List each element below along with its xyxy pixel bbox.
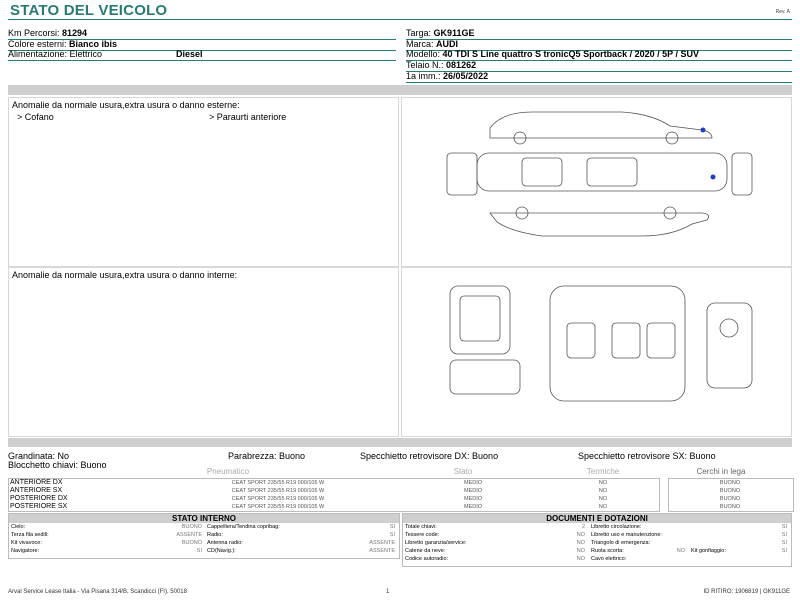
internal-damage-panel [8,267,399,437]
tyre-row-cerchi: BUONO [719,488,741,494]
tyre-row-termiche: NO [598,480,608,486]
tyre-row-model: CEAT SPORT 235/55 R19 000/105 W [231,504,325,510]
documenti-row: Tessere code: NO [405,532,585,538]
tyre-row-cerchi: BUONO [719,496,741,502]
tyre-row-model: CEAT SPORT 235/55 R19 000/105 W [231,480,325,486]
documenti-box [402,513,792,567]
tyres-table [8,467,792,512]
tyre-row-model: CEAT SPORT 235/55 R19 000/105 W [231,488,325,494]
stato-interno-row: Terza fila sedili: ASSENTE [11,532,202,538]
damage-item: > Paraurti anteriore [209,112,287,122]
stato-interno-row: Cappelliera/Tendina copribag: SI [207,524,395,530]
modello-field: Modello: 40 TDI S Line quattro S tronicQ5 Sportback / 2020 / 5P / SUV [406,49,792,61]
tyres-header-cerchi: Cerchi in lega [696,467,746,476]
stato-interno-row: Cielo: BUONO [11,524,202,530]
tyres-header-stato: Stato [453,467,473,476]
grandinata-field: Grandinata: No [8,451,70,461]
car-top-view [477,153,727,191]
car-front-view [732,153,752,195]
page-title: STATO DEL VEICOLO [10,2,168,19]
tyre-row-pos: POSTERIORE SX [10,503,68,510]
dashboard-view [707,303,752,388]
external-damage-panel [8,97,399,267]
internal-damage-heading: Anomalie da normale usura,extra usura o danno interne: [12,270,238,280]
parabrezza-field: Parabrezza: Buono [228,451,306,461]
documenti-row: Codice autoradio: NO [405,556,585,562]
tyre-row-cerchi: BUONO [719,504,741,510]
footer-ritiro: ID RITIRO: 1906819 | GK911GE [703,589,790,595]
car-rear-view [447,153,477,195]
car-side-view-bottom [490,213,709,236]
telaio-field: Telaio N.: 081262 [406,60,792,72]
documenti-title: DOCUMENTI E DOTAZIONI [403,514,791,523]
exterior-diagram-panel [401,97,792,267]
tyre-row-termiche: NO [598,504,608,510]
immatricolazione-field: 1a imm.: 26/05/2022 [406,71,792,83]
stato-interno-box [8,513,400,559]
header-rule [8,19,792,20]
stato-interno-row: Navigatore: SI [11,548,202,554]
tyre-row-termiche: NO [598,488,608,494]
stato-interno-row: Antenna radio: ASSENTE [207,540,395,546]
footer-company: Arval Service Lease Italia - Via Pisana 314/B, Scandicci (FI), 50018 [8,589,187,595]
documenti-row: Catene da neve: NO [405,548,585,554]
documenti-row: Ruota scorta: NO [591,548,685,554]
documenti-row: Cavo elettrico: [591,556,627,562]
car-side-view-top [490,112,712,138]
tyre-row-stato: MEDIO [463,488,483,494]
stato-interno-row: Radio: SI [207,532,395,538]
section-divider-bar-2 [8,438,792,447]
marca-field: Marca: AUDI [406,39,792,51]
car-interior-diagram [402,268,791,436]
footer-page-number: 1 [386,589,390,595]
tyre-row-pos: ANTERIORE SX [10,487,63,494]
interior-diagram-panel [401,267,792,437]
stato-interno-title: STATO INTERNO [9,514,399,523]
documenti-row: Libretto garanzia/service: NO [405,540,585,546]
tyre-row-pos: ANTERIORE DX [10,479,63,486]
revision-label: Rev. A [775,9,790,15]
alimentazione-field: Alimentazione: Elettrico Diesel [8,49,396,61]
documenti-row: Triangolo di emergenza: SI [591,540,787,546]
stato-interno-row: CD(Navig.): ASSENTE [207,548,395,554]
tyre-row-stato: MEDIO [463,504,483,510]
tyre-row-stato: MEDIO [463,496,483,502]
stato-interno-row: Kit vivavoce: BUONO [11,540,202,546]
targa-field: Targa: GK911GE [406,28,792,40]
blocchetto-field: Blocchetto chiavi: Buono [8,460,107,470]
documenti-row: Totale chiavi: 2 [405,524,585,530]
km-field: Km Percorsi: 81294 [8,28,396,40]
tyre-row-cerchi: BUONO [719,480,741,486]
documenti-row: Libretto circolazione: SI [591,524,787,530]
tyre-row-stato: MEDIO [463,480,483,486]
tyre-row-model: CEAT SPORT 235/55 R19 000/105 W [231,496,325,502]
specchietto-dx-field: Specchietto retrovisore DX: Buono [360,451,499,461]
colore-field: Colore esterni: Bianco ibis [8,39,396,51]
damage-marker [711,175,716,180]
trunk-view [450,360,520,394]
documenti-row: Libretto uso e manutenzione: SI [591,532,787,538]
specchietto-sx-field: Specchietto retrovisore SX: Buono [578,451,716,461]
external-damage-heading: Anomalie da normale usura,extra usura o danno esterne: [12,100,240,110]
damage-marker [701,128,706,133]
tyre-row-pos: POSTERIORE DX [10,495,68,502]
damage-item: > Cofano [17,112,54,122]
tyres-header-termiche: Termiche [586,467,620,476]
tyre-row-termiche: NO [598,496,608,502]
section-divider-bar [8,85,792,95]
tyres-header-pneumatico: Pneumatico [206,467,250,476]
car-exterior-diagram [402,98,791,266]
documenti-row: Kit gonfiaggio: SI [691,548,787,554]
cabin-top-view [550,286,685,401]
